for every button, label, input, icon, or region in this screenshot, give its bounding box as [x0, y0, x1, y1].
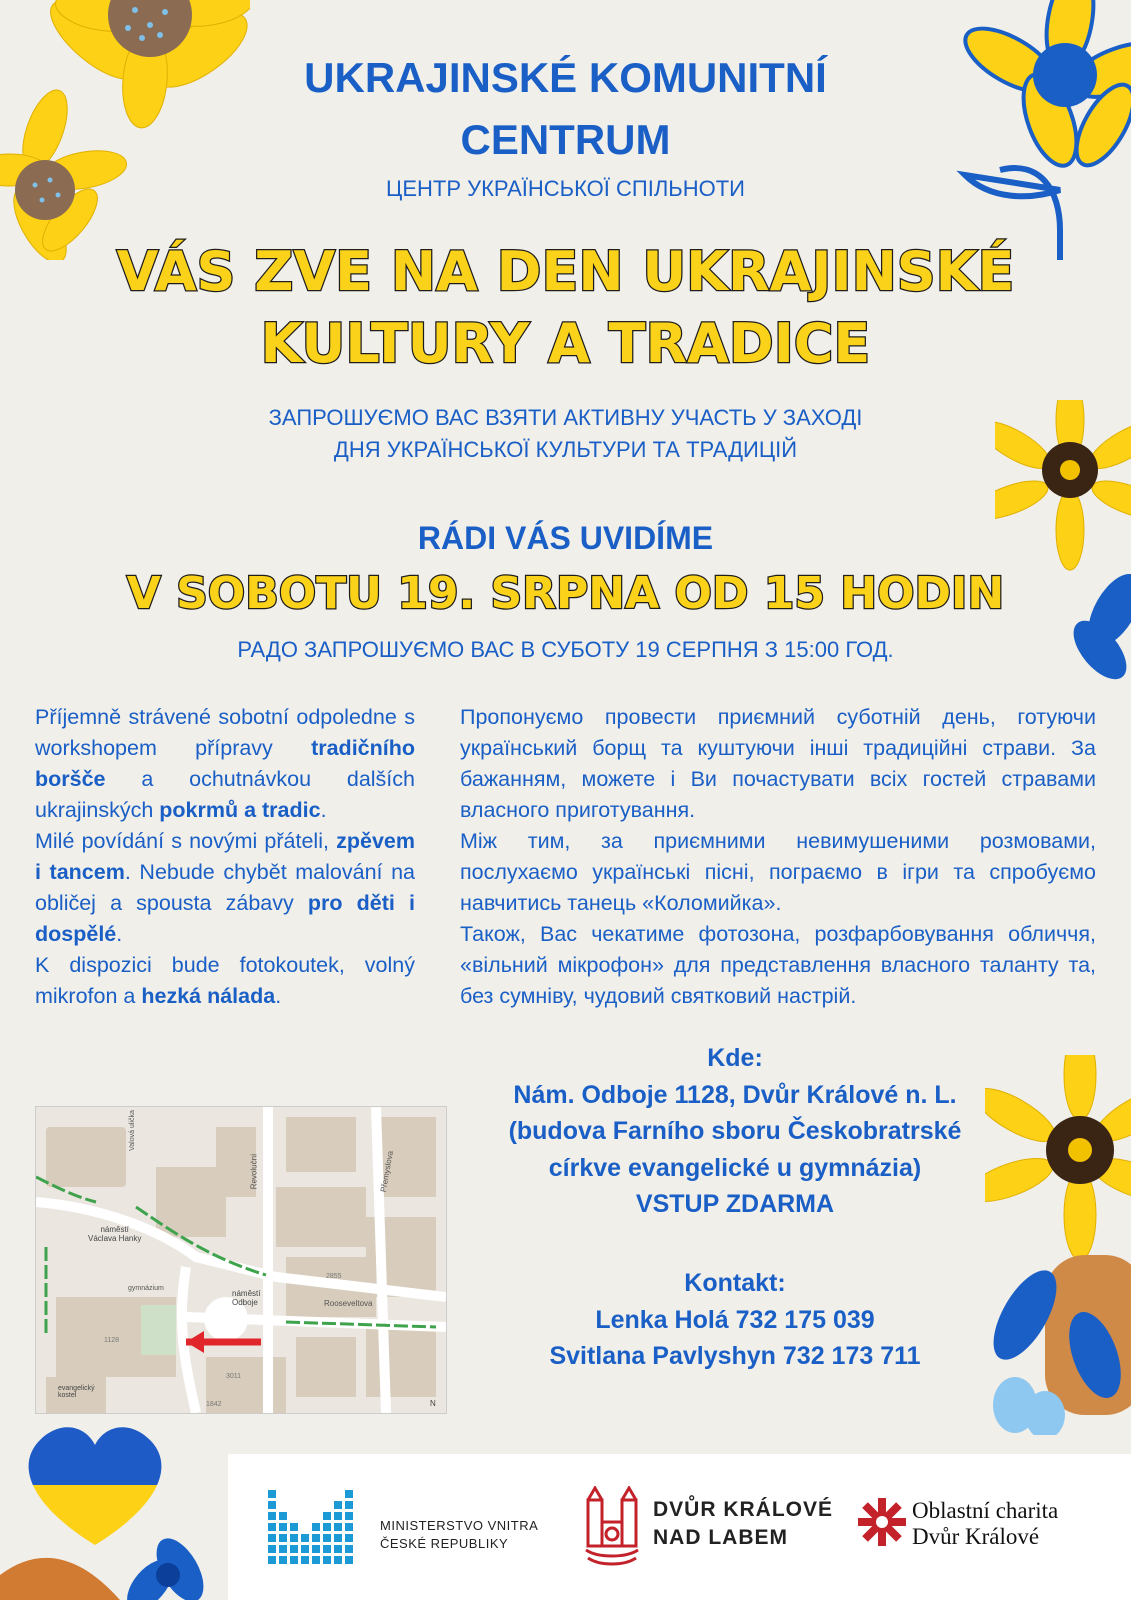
ua-paragraph-3: Також, Вас чекатиме фотозона, розфарбовування обличчя, «вільний мікрофон» для представлення власного таланту та, без сумніву, чудовий святковий настрій.: [460, 922, 1096, 1008]
location-block: [470, 1040, 1000, 1223]
entry-free: VSTUP ZDARMA: [635, 1190, 835, 1218]
headline-line2: KULTURY A TRADICE: [260, 312, 871, 375]
charita-name-line1: Oblastní charita: [912, 1498, 1059, 1523]
contact-person-1: Lenka Holá 732 175 039: [595, 1305, 875, 1334]
cz-paragraph-1: Příjemně strávené sobotní odpoledne s workshopem přípravy tradičního boršče a ochutnávkou dalších ukrajinských pokrmů a tradic.: [35, 705, 415, 822]
map-label-2855: 2855: [326, 1273, 342, 1280]
text-column-cz: [35, 702, 415, 1012]
text-column-ua: [460, 702, 1096, 1012]
town-name-line2: NAD LABEM: [653, 1526, 788, 1549]
ministry-logo-icon: [268, 1490, 363, 1568]
map-north-icon: N: [430, 1399, 436, 1408]
sunflower-right-bottom-icon: [985, 1055, 1131, 1435]
event-date: V SOBOTU 19. SRPNA OD 15 HODIN: [126, 568, 1005, 619]
map-label-1842: 1842: [206, 1401, 222, 1408]
town-name-line1: DVŮR KRÁLOVÉ: [653, 1498, 834, 1521]
heart-flag-icon: [0, 1395, 230, 1600]
sponsor-footer: [228, 1454, 1131, 1600]
invite-ua-line2: ДНЯ УКРАЇНСЬКОЇ КУЛЬТУРИ ТА ТРАДИЦІЙ: [333, 437, 798, 462]
map-label-3011: 3011: [226, 1373, 242, 1380]
map-label-gymnazium: gymnázium: [128, 1285, 164, 1292]
map-label-square-hanka: náměstí Václava Hanky: [88, 1225, 142, 1243]
ministry-name-line1: MINISTERSTVO VNITRA: [380, 1518, 539, 1533]
ua-paragraph-2: Між тим, за приємними невимушеними розмовами, послухаємо українські пісні, пограємо в ігри та спробуємо навчитись танець «Коломийка».: [460, 829, 1096, 915]
map-label-revolucni: Revoluční: [249, 1153, 259, 1190]
contact-block: [470, 1265, 1000, 1375]
when-intro: RÁDI VÁS UVIDÍME: [417, 520, 714, 556]
map-label-rooseveltova: Rooseveltova: [324, 1299, 373, 1308]
event-date-ua: РАДО ЗАПРОШУЄМО ВАС В СУБОТУ 19 СЕРПНЯ З 15:00 ГОД.: [237, 637, 894, 662]
cz-paragraph-3: K dispozici bude fotokoutek, volný mikrofon a hezká nálada.: [35, 953, 415, 1008]
invite-ua-line1: ЗАПРОШУЄМО ВАС ВЗЯТИ АКТИВНУ УЧАСТЬ У ЗАХОДІ: [268, 405, 863, 430]
contact-person-2: Svitlana Pavlyshyn 732 173 711: [549, 1342, 921, 1370]
contact-label: Kontakt:: [684, 1269, 786, 1297]
org-title-ua: ЦЕНТР УКРАЇНСЬКОЇ СПІЛЬНОТИ: [386, 176, 745, 201]
map-label-valova: Valová ulička: [128, 1110, 136, 1151]
map-label-1128: 1128: [104, 1337, 120, 1344]
map-label-square-odboje: náměstí Odboje: [232, 1289, 261, 1307]
charita-logo-icon: [858, 1498, 906, 1546]
map-label-premyslova: Přemyslova: [378, 1150, 395, 1193]
location-line3: církve evangelické u gymnázia): [548, 1153, 922, 1182]
ua-paragraph-1: Пропонуємо провести приємний суботній день, готуючи український борщ та куштуючи інші традиційні страви. За бажанням, можете і Ви почастувати всіх гостей стравами власного приготування.: [460, 705, 1096, 822]
map-label-church: evangelický kostel: [58, 1385, 95, 1399]
org-title-line2: CENTRUM: [460, 116, 671, 163]
location-line1: Nám. Odboje 1128, Dvůr Králové n. L.: [513, 1080, 957, 1109]
ministry-name-line2: ČESKÉ REPUBLIKY: [380, 1536, 509, 1551]
org-title-line1: UKRAJINSKÉ KOMUNITNÍ: [304, 54, 827, 101]
cz-paragraph-2: Milé povídání s novými přáteli, zpěvem i tancem. Nebude chybět malování na obličej a spousta zábavy pro děti i dospělé.: [35, 829, 416, 946]
location-line2: (budova Farního sboru Českobratrské: [508, 1117, 962, 1145]
charita-name-line2: Dvůr Králové: [912, 1524, 1040, 1549]
headline-line1: VÁS ZVE NA DEN UKRAJINSKÉ: [116, 240, 1015, 303]
location-map: [35, 1106, 447, 1414]
dvur-kralove-crest-icon: [584, 1486, 640, 1568]
location-label: Kde:: [707, 1044, 763, 1072]
